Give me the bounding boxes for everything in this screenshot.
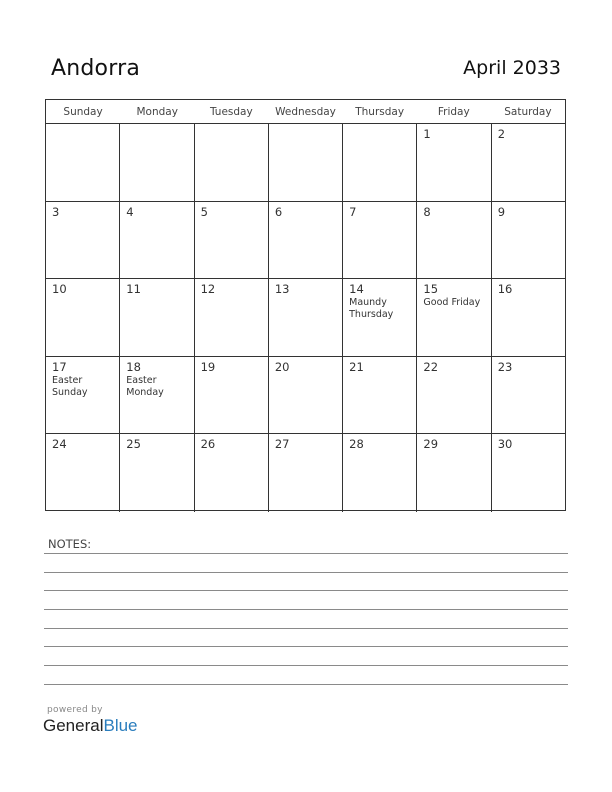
powered-by-text: powered by xyxy=(47,705,103,715)
week-row xyxy=(46,202,565,280)
holiday-label: Easter Sunday xyxy=(52,374,88,398)
day-number: 20 xyxy=(274,359,290,374)
day-cell xyxy=(492,202,565,279)
day-cell xyxy=(269,357,343,434)
day-number: 3 xyxy=(52,204,60,219)
day-number: 21 xyxy=(349,359,364,374)
calendar-country-title: Andorra xyxy=(51,56,141,81)
day-cell xyxy=(120,124,194,201)
day-cell xyxy=(120,434,194,512)
weekday-wednesday: Wednesday xyxy=(275,106,336,118)
day-cell xyxy=(195,279,269,356)
holiday-label: Maundy Thursday xyxy=(349,297,394,321)
day-cell xyxy=(46,202,120,279)
day-number: 17 xyxy=(52,359,67,374)
week-row xyxy=(46,357,565,435)
weekday-sunday: Sunday xyxy=(63,106,103,118)
day-number: 7 xyxy=(349,204,357,219)
week-row xyxy=(46,124,565,202)
day-number: 29 xyxy=(423,437,439,452)
day-number: 11 xyxy=(126,282,141,297)
day-cell xyxy=(417,357,491,434)
day-number: 6 xyxy=(274,204,283,219)
day-number: 14 xyxy=(349,282,364,297)
holiday-label: Good Friday xyxy=(423,297,481,309)
note-line xyxy=(44,609,568,610)
note-line xyxy=(44,572,568,573)
day-number: 27 xyxy=(274,437,290,452)
day-cell xyxy=(269,434,343,512)
week-row xyxy=(46,434,565,512)
day-cell xyxy=(195,124,269,201)
brand-logo xyxy=(43,716,138,736)
day-number: 9 xyxy=(497,204,506,219)
holiday-label: Easter Monday xyxy=(126,374,164,398)
weekday-monday: Monday xyxy=(136,106,178,118)
day-cell xyxy=(417,202,491,279)
day-number: 28 xyxy=(349,437,364,452)
day-number: 24 xyxy=(52,437,67,452)
day-number: 18 xyxy=(126,359,141,374)
day-cell xyxy=(417,434,491,512)
day-number: 2 xyxy=(497,127,506,141)
day-number: 23 xyxy=(497,359,513,374)
day-number: 1 xyxy=(423,127,431,141)
day-number: 26 xyxy=(200,437,216,452)
calendar-month-title: April 2033 xyxy=(463,57,561,79)
day-cell xyxy=(343,202,417,279)
day-cell xyxy=(46,124,120,201)
note-line xyxy=(44,684,568,685)
brand-part-blue: Blue xyxy=(103,716,138,735)
day-number: 4 xyxy=(126,204,134,219)
day-cell xyxy=(343,434,417,512)
weekday-thursday: Thursday xyxy=(355,106,405,118)
day-cell xyxy=(195,357,269,434)
day-cell xyxy=(195,202,269,279)
day-cell xyxy=(269,202,343,279)
day-number: 19 xyxy=(200,359,216,374)
day-number: 12 xyxy=(200,282,216,297)
day-cell xyxy=(46,434,120,512)
day-number: 8 xyxy=(423,204,431,219)
day-cell xyxy=(195,434,269,512)
day-number: 13 xyxy=(274,282,290,297)
day-cell xyxy=(343,357,417,434)
day-cell xyxy=(269,279,343,356)
day-cell xyxy=(46,357,120,434)
day-cell xyxy=(492,357,565,434)
calendar-weeks xyxy=(46,124,565,512)
day-cell xyxy=(417,279,491,356)
day-number: 10 xyxy=(52,282,67,297)
week-row xyxy=(46,279,565,357)
day-number: 5 xyxy=(200,204,208,219)
day-cell xyxy=(492,124,565,201)
day-cell xyxy=(46,279,120,356)
weekday-saturday: Saturday xyxy=(504,106,552,118)
day-cell xyxy=(120,202,194,279)
brand-part-general: General xyxy=(43,716,104,735)
note-line xyxy=(44,553,568,554)
day-number: 16 xyxy=(497,282,513,297)
day-number: 30 xyxy=(497,437,513,452)
day-cell xyxy=(492,279,565,356)
weekday-header-row xyxy=(46,100,565,124)
day-number: 25 xyxy=(126,437,141,452)
day-cell xyxy=(343,279,417,356)
day-cell xyxy=(120,357,194,434)
day-cell xyxy=(120,279,194,356)
note-line xyxy=(44,646,568,647)
note-line xyxy=(44,590,568,591)
calendar-grid xyxy=(45,99,566,511)
day-cell xyxy=(269,124,343,201)
day-number: 15 xyxy=(423,282,439,297)
weekday-tuesday: Tuesday xyxy=(209,106,253,118)
day-cell xyxy=(343,124,417,201)
notes-label: NOTES: xyxy=(48,537,92,551)
day-cell xyxy=(417,124,491,201)
day-number: 22 xyxy=(423,359,439,374)
note-line xyxy=(44,665,568,666)
note-line xyxy=(44,628,568,629)
weekday-friday: Friday xyxy=(437,106,470,118)
day-cell xyxy=(492,434,565,512)
